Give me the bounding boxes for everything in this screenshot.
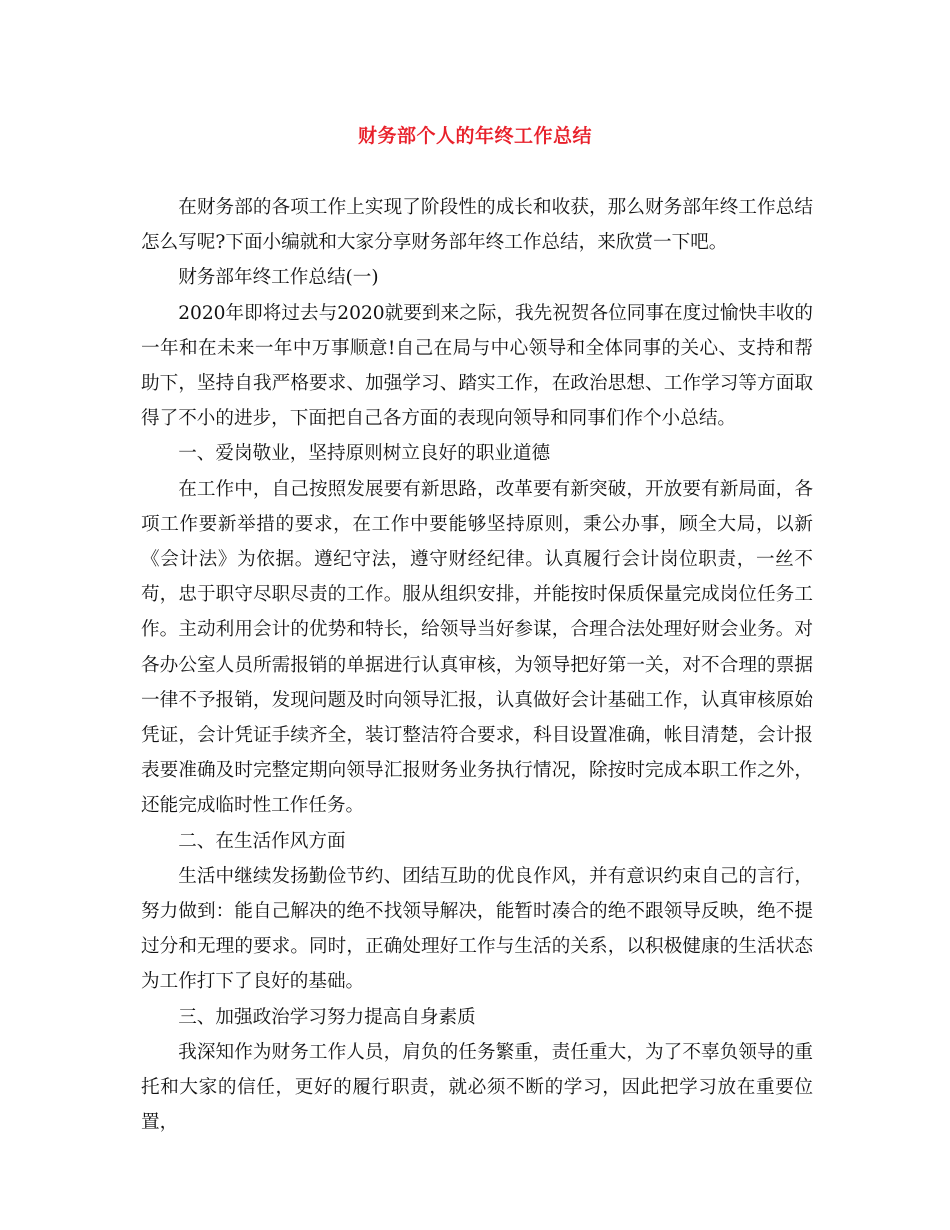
body-paragraph: 2020年即将过去与2020就要到来之际，我先祝贺各位同事在度过愉快丰收的一年和在未来一年中万事顺意!自己在局与中心领导和全体同事的关心、支持和帮助下，坚持自我严格要求、加强学习、踏实工作，在政治思想、工作学习等方面取得了不小的进步，下面把自己各方面的表现向领导和同事们作个小总结。	[141, 302, 813, 430]
document-title: 财务部个人的年终工作总结	[357, 125, 592, 147]
body-paragraph: 生活中继续发扬勤俭节约、团结互助的优良作风，并有意识约束自己的言行，努力做到：能自己解决的绝不找领导解决，能暂时凑合的绝不跟领导反映，绝不提过分和无理的要求。同时，正确处理好工作与生活的关系，以积极健康的生活状态为工作打下了良好的基础。	[141, 865, 813, 993]
section-heading-ethics: 一、爱岗敬业，坚持原则树立良好的职业道德	[178, 443, 551, 465]
section-heading-study: 三、加强政治学习努力提高自身素质	[178, 1006, 476, 1028]
body-paragraph: 我深知作为财务工作人员，肩负的任务繁重，责任重大，为了不辜负领导的重托和大家的信任，更好的履行职责，就必须不断的学习，因此把学习放在重要位置，	[141, 1041, 813, 1134]
section-heading-summary-one: 财务部年终工作总结(一)	[178, 267, 379, 289]
intro-paragraph: 在财务部的各项工作上实现了阶段性的成长和收获，那么财务部年终工作总结怎么写呢?下面小编就和大家分享财务部年终工作总结，来欣赏一下吧。	[141, 197, 813, 254]
body-paragraph: 在工作中，自己按照发展要有新思路，改革要有新突破，开放要有新局面，各项工作要新举措的要求，在工作中要能够坚持原则，秉公办事，顾全大局，以新《会计法》为依据。遵纪守法，遵守财经纪律。认真履行会计岗位职责，一丝不苟，忠于职守尽职尽责的工作。服从组织安排，并能按时保质保量完成岗位任务工作。主动利用会计的优势和特长，给领导当好参谋，合理合法处理好财会业务。对各办公室人员所需报销的单据进行认真审核，为领导把好第一关，对不合理的票据一律不予报销，发现问题及时向领导汇报，认真做好会计基础工作，认真审核原始凭证，会计凭证手续齐全，装订整洁符合要求，科目设置准确，帐目清楚，会计报表要准确及时完整定期向领导汇报财务业务执行情况，除按时完成本职工作之外，还能完成临时性工作任务。	[141, 478, 813, 817]
section-heading-lifestyle: 二、在生活作风方面	[178, 830, 346, 852]
document-body	[141, 190, 813, 1140]
